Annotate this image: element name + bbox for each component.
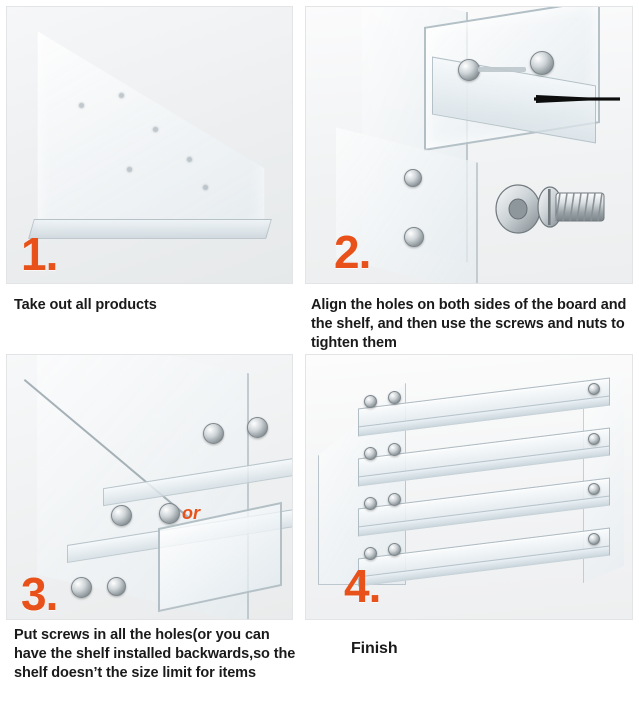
or-annotation: or [182, 503, 200, 523]
step-3-caption: Put screws in all the holes(or you can have the shelf installed backwards,so the shelf doesn’t the size limit for items [14, 627, 296, 682]
screw-head [388, 391, 401, 404]
step-2-panel [305, 6, 633, 352]
screw-head [71, 577, 92, 598]
screw-head [111, 505, 132, 526]
acrylic-side-panel-inner-edge [39, 33, 260, 232]
step-1-number: 1. [21, 228, 58, 280]
screw-hole [203, 185, 208, 190]
step-4-panel [305, 354, 633, 657]
screw-head [364, 395, 377, 408]
screw-head [388, 493, 401, 506]
screw-shaft [478, 67, 526, 72]
acrylic-panel-base-edge [28, 219, 272, 239]
screw-hole [119, 93, 124, 98]
step-3-image [6, 354, 293, 620]
screw-head [588, 383, 600, 395]
screw-head [107, 577, 126, 596]
screw-head [203, 423, 224, 444]
acrylic-shelf-tier-1 [358, 378, 610, 437]
screw-head [247, 417, 268, 438]
step-4-number: 4. [344, 560, 381, 612]
screw-head [388, 543, 401, 556]
step-2-image [305, 6, 633, 284]
screw-head [458, 59, 480, 81]
step-3-number: 3. [21, 568, 58, 620]
screw-head [388, 443, 401, 456]
screw-head [364, 447, 377, 460]
screw-hole [79, 103, 84, 108]
screw-head [588, 433, 600, 445]
arrow-icon [514, 93, 620, 105]
step-1-image [6, 6, 293, 284]
step-2-caption: Align the holes on both sides of the board and the shelf, and then use the screws and nuts to tighten them [311, 297, 627, 352]
step-1-caption: Take out all products [14, 297, 157, 313]
screw-head [588, 533, 600, 545]
screw-head [404, 227, 424, 247]
step-1-panel [6, 6, 293, 313]
screw-hole [153, 127, 158, 132]
nut-head [530, 51, 554, 75]
step-4-caption: Finish [351, 640, 398, 657]
screw-hole [187, 157, 192, 162]
screw-hole [127, 167, 132, 172]
screw-head [159, 503, 180, 524]
screw-head [588, 483, 600, 495]
screw-and-nut-illustration [492, 175, 610, 249]
screw-head [364, 497, 377, 510]
step-3-panel [6, 354, 296, 682]
step-2-number: 2. [334, 226, 371, 278]
screw-head [404, 169, 422, 187]
step-4-image [305, 354, 633, 620]
screw-head [364, 547, 377, 560]
